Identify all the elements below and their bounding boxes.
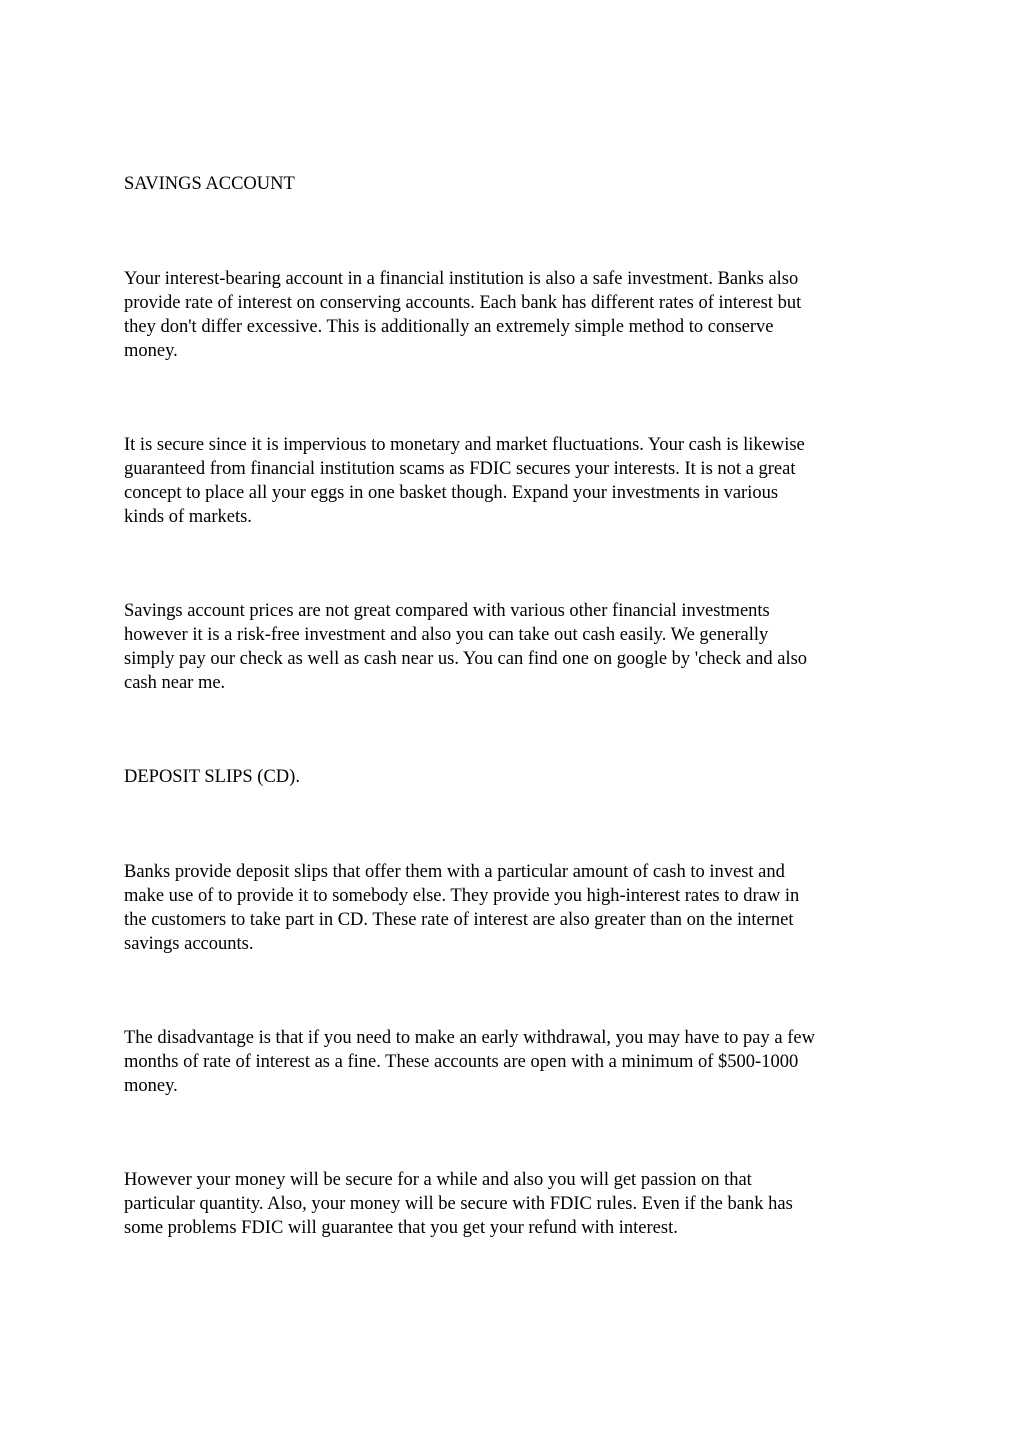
paragraph: Your interest-bearing account in a financial institution is also a safe investment. Banks also provide rate of interest on conserving accounts. Each bank has different rates of interest but they don't differ excessive. This is additionally an extremely simple method to conserve money. bbox=[124, 269, 802, 361]
section-heading-deposit-slips: DEPOSIT SLIPS (CD). bbox=[124, 767, 300, 787]
paragraph: Banks provide deposit slips that offer them with a particular amount of cash to invest and make use of to provide it to somebody else. They provide you high-interest rates to draw in the customers to take part in CD. These rate of interest are also greater than on the internet savings accounts. bbox=[124, 862, 800, 954]
paragraph: However your money will be secure for a while and also you will get passion on that particular quantity. Also, your money will be secure with FDIC rules. Even if the bank has some problems FDIC will guarantee that you get your refund with interest. bbox=[124, 1170, 793, 1238]
paragraph: The disadvantage is that if you need to make an early withdrawal, you may have to pay a few months of rate of interest as a fine. These accounts are open with a minimum of $500-1000 money. bbox=[124, 1028, 815, 1096]
section-heading-savings-account: SAVINGS ACCOUNT bbox=[124, 174, 295, 194]
paragraph: Savings account prices are not great compared with various other financial investments however it is a risk-free investment and also you can take out cash easily. We generally simply pay our check as well as cash near us. You can find one on google by 'check and also cash near me. bbox=[124, 601, 808, 693]
paragraph: It is secure since it is impervious to monetary and market fluctuations. Your cash is likewise guaranteed from financial institution scams as FDIC secures your interests. It is not a great concept to place all your eggs in one basket though. Expand your investments in various kinds of markets. bbox=[124, 435, 805, 527]
